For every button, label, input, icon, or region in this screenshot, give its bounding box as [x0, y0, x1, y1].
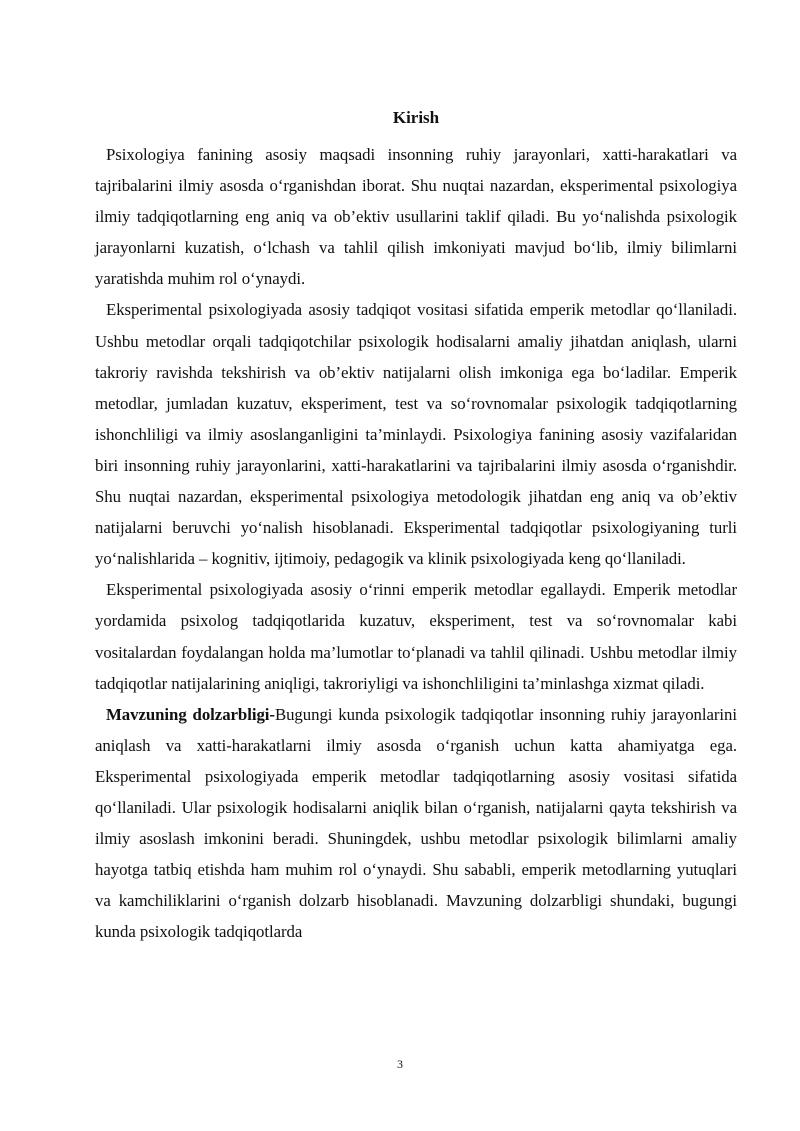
- paragraph-2: [95, 294, 737, 574]
- page-content: [95, 108, 737, 947]
- paragraph-4-text: Bugungi kunda psixologik tadqiqotlar insonning ruhiy jarayonlarini aniqlash va xatti-harakatlarni ilmiy asosda o‘rganish uchun katta ahamiyatga ega. Eksperimental psixologiyada emperik metodlar tadqiqotlarning asosiy vositasi sifatida qo‘llaniladi. Ular psixologik hodisalarni aniqlik bilan o‘rganish, natijalarni qayta tekshirish va ilmiy asoslash imkonini beradi. Shuningdek, ushbu metodlar psixologik bilimlarni amaliy hayotga tatbiq etishda ham muhim rol o‘ynaydi. Shu sababli, emperik metodlarning yutuqlari va kamchiliklarini o‘rganish dolzarb hisoblanadi. Mavzuning dolzarbligi shundaki, bugungi kunda psixologik tadqiqotlarda: [95, 704, 737, 942]
- paragraph-1: [95, 139, 737, 294]
- paragraph-3: [95, 574, 737, 698]
- paragraph-1-text: Psixologiya fanining asosiy maqsadi insonning ruhiy jarayonlari, xatti-harakatlari va tajribalarini ilmiy asosda o‘rganishdan iborat. Shu nuqtai nazardan, eksperimental psixologiya ilmiy tadqiqotlarning eng aniq va ob’ektiv usullarini taklif qiladi. Bu yo‘nalishda psixologik jarayonlarni kuzatish, o‘lchash va tahlil qilish imkoniyati mavjud bo‘lib, ilmiy bilimlarni yaratishda muhim rol o‘ynaydi.: [95, 145, 737, 289]
- paragraph-3-text: Eksperimental psixologiyada asosiy o‘rinni emperik metodlar egallaydi. Emperik metodlar yordamida psixolog tadqiqotlarida kuzatuv, eksperiment, test va so‘rovnomalar kabi vositalardan foydalangan holda ma’lumotlar to‘planadi va tahlil qilinadi. Ushbu metodlar ilmiy tadqiqotlar natijalarining aniqligi, takroriyligi va ishonchliligini ta’minlashga xizmat qiladi.: [95, 580, 737, 693]
- page-number: 3: [397, 1057, 403, 1071]
- paragraph-2-text: Eksperimental psixologiyada asosiy tadqiqot vositasi sifatida emperik metodlar qo‘llaniladi. Ushbu metodlar orqali tadqiqotchilar psixologik hodisalarni amaliy jihatdan aniqlash, ularni takroriy ravishda tekshirish va ob’ektiv natijalarni olish imkoniga ega bo‘ladilar. Emperik metodlar, jumladan kuzatuv, eksperiment, test va so‘rovnomalar psixologik tadqiqotlarning ishonchliligi va ilmiy asoslanganligini ta’minlaydi. Psixologiya fanining asosiy vazifalaridan biri insonning ruhiy jarayonlarini, xatti-harakatlarini va tajribalarini ilmiy asosda o‘rganishdir. Shu nuqtai nazardan, eksperimental psixologiya metodologik jihatdan eng aniq va ob’ektiv natijalarni beruvchi yo‘nalish hisoblanadi. Eksperimental tadqiqotlar psixologiyaning turli yo‘nalishlarida – kognitiv, ijtimoiy, pedagogik va klinik psixologiyada keng qo‘llaniladi.: [95, 300, 737, 569]
- paragraph-4: [95, 699, 737, 948]
- relevance-heading: Mavzuning dolzarbligi-: [106, 704, 275, 724]
- section-title: Kirish: [392, 108, 440, 127]
